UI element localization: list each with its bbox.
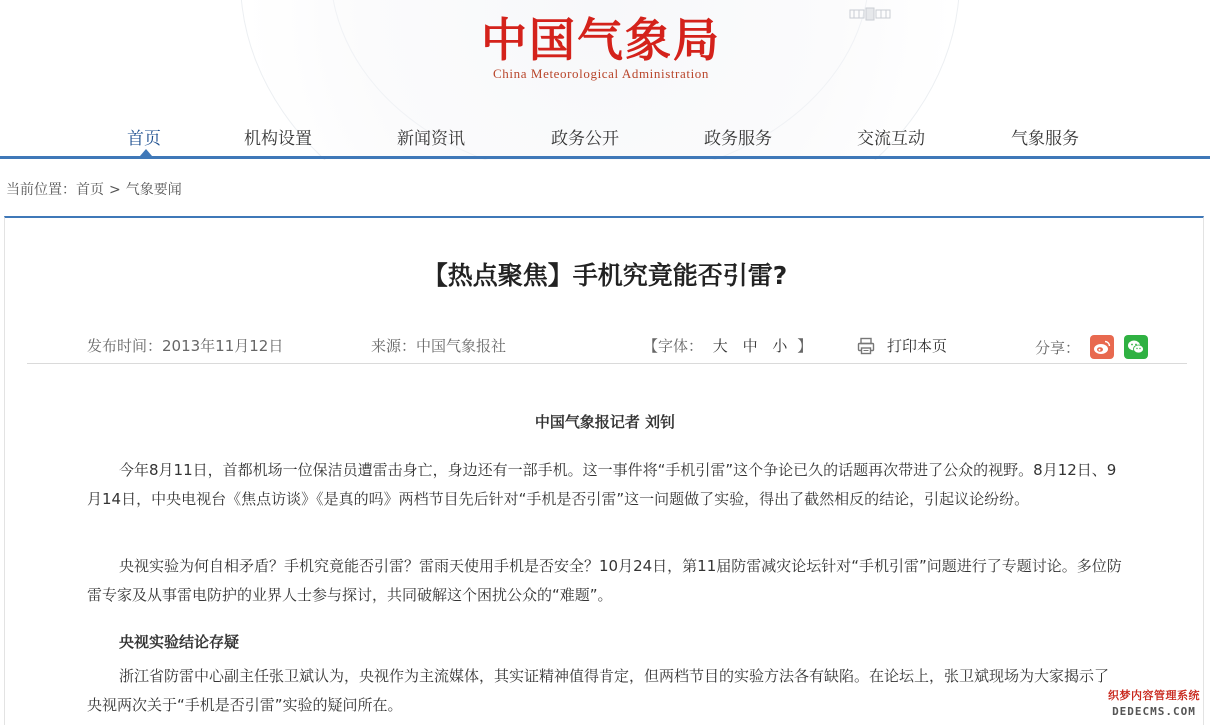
nav-item-government-services[interactable]: 政务服务 <box>704 129 772 149</box>
breadcrumb-current-link[interactable]: 气象要闻 <box>125 182 182 198</box>
breadcrumb <box>6 179 182 199</box>
watermark-line-1: 织梦内容管理系统 <box>1108 689 1200 702</box>
font-size-medium-button[interactable]: 中 <box>742 337 758 355</box>
meta-divider <box>27 363 1187 364</box>
wechat-share-button[interactable] <box>1124 335 1148 359</box>
site-logo-title[interactable]: 中国气象局 <box>481 13 721 67</box>
print-button[interactable] <box>857 335 947 356</box>
satellite-icon <box>848 2 894 28</box>
font-size-close-bracket: 】 <box>797 337 813 355</box>
dedecms-watermark <box>1098 688 1210 725</box>
breadcrumb-home-link[interactable]: 首页 <box>76 182 104 198</box>
font-size-small-button[interactable]: 小 <box>772 337 788 355</box>
printer-icon <box>857 337 875 355</box>
font-size-large-button[interactable]: 大 <box>712 337 728 355</box>
site-header <box>0 0 1210 160</box>
article-subheading: 央视实验结论存疑 <box>119 633 240 651</box>
weibo-share-button[interactable] <box>1090 335 1114 359</box>
nav-item-news[interactable]: 新闻资讯 <box>397 129 465 149</box>
share-label: 分享： <box>1035 338 1081 357</box>
article-paragraph-1: 今年8月11日，首都机场一位保洁员遭雷击身亡，身边还有一部手机。这一事件将“手机引雷”这个争论已久的话题再次带进了公众的视野。8月12日、9月14日，中央电视台《焦点访谈》《是真的吗》两档节目先后针对“手机是否引雷”这一问题做了实验，得出了截然相反的结论，引起议论纷纷。 <box>87 461 1117 508</box>
weibo-icon <box>1093 339 1111 355</box>
site-logo-subtitle: China Meteorological Administration <box>493 66 709 81</box>
nav-item-weather-services[interactable]: 气象服务 <box>1011 129 1079 149</box>
nav-item-interaction[interactable]: 交流互动 <box>857 129 925 149</box>
breadcrumb-prefix: 当前位置： <box>6 182 76 198</box>
wechat-icon <box>1127 339 1145 355</box>
article-byline: 中国气象报记者 刘钊 <box>534 413 676 431</box>
article-paragraph-3: 浙江省防雷中心副主任张卫斌认为，央视作为主流媒体，其实证精神值得肯定，但两档节目的实验方法各有缺陷。在论坛上，张卫斌现场为大家揭示了央视两次关于“手机是否引雷”实验的疑问所在。 <box>87 667 1110 714</box>
article-paragraph-2: 央视实验为何自相矛盾？手机究竟能否引雷？雷雨天使用手机是否安全？10月24日，第11届防雷减灾论坛针对“手机引雷”问题进行了专题讨论。多位防雷专家及从事雷电防护的业界人士参与探讨，共同破解这个困扰公众的“难题”。 <box>87 557 1122 604</box>
nav-item-government-affairs[interactable]: 政务公开 <box>551 129 619 149</box>
nav-active-indicator <box>140 149 152 156</box>
font-size-controls <box>643 335 812 356</box>
nav-item-home[interactable]: 首页 <box>127 129 161 149</box>
nav-item-organization[interactable]: 机构设置 <box>244 129 312 149</box>
watermark-line-2: DEDECMS.COM <box>1112 705 1196 718</box>
article-panel <box>4 216 1204 725</box>
article-title: 【热点聚焦】手机究竟能否引雷? <box>422 261 788 290</box>
breadcrumb-separator: > <box>109 182 121 198</box>
nav-divider <box>0 156 1210 159</box>
print-label[interactable]: 打印本页 <box>887 337 948 355</box>
share-bar <box>1035 335 1148 359</box>
main-nav <box>0 116 1210 156</box>
publish-date: 发布时间：2013年11月12日 <box>87 337 284 355</box>
article-source: 来源：中国气象报社 <box>371 337 507 355</box>
font-size-label: 【字体： <box>643 337 704 355</box>
